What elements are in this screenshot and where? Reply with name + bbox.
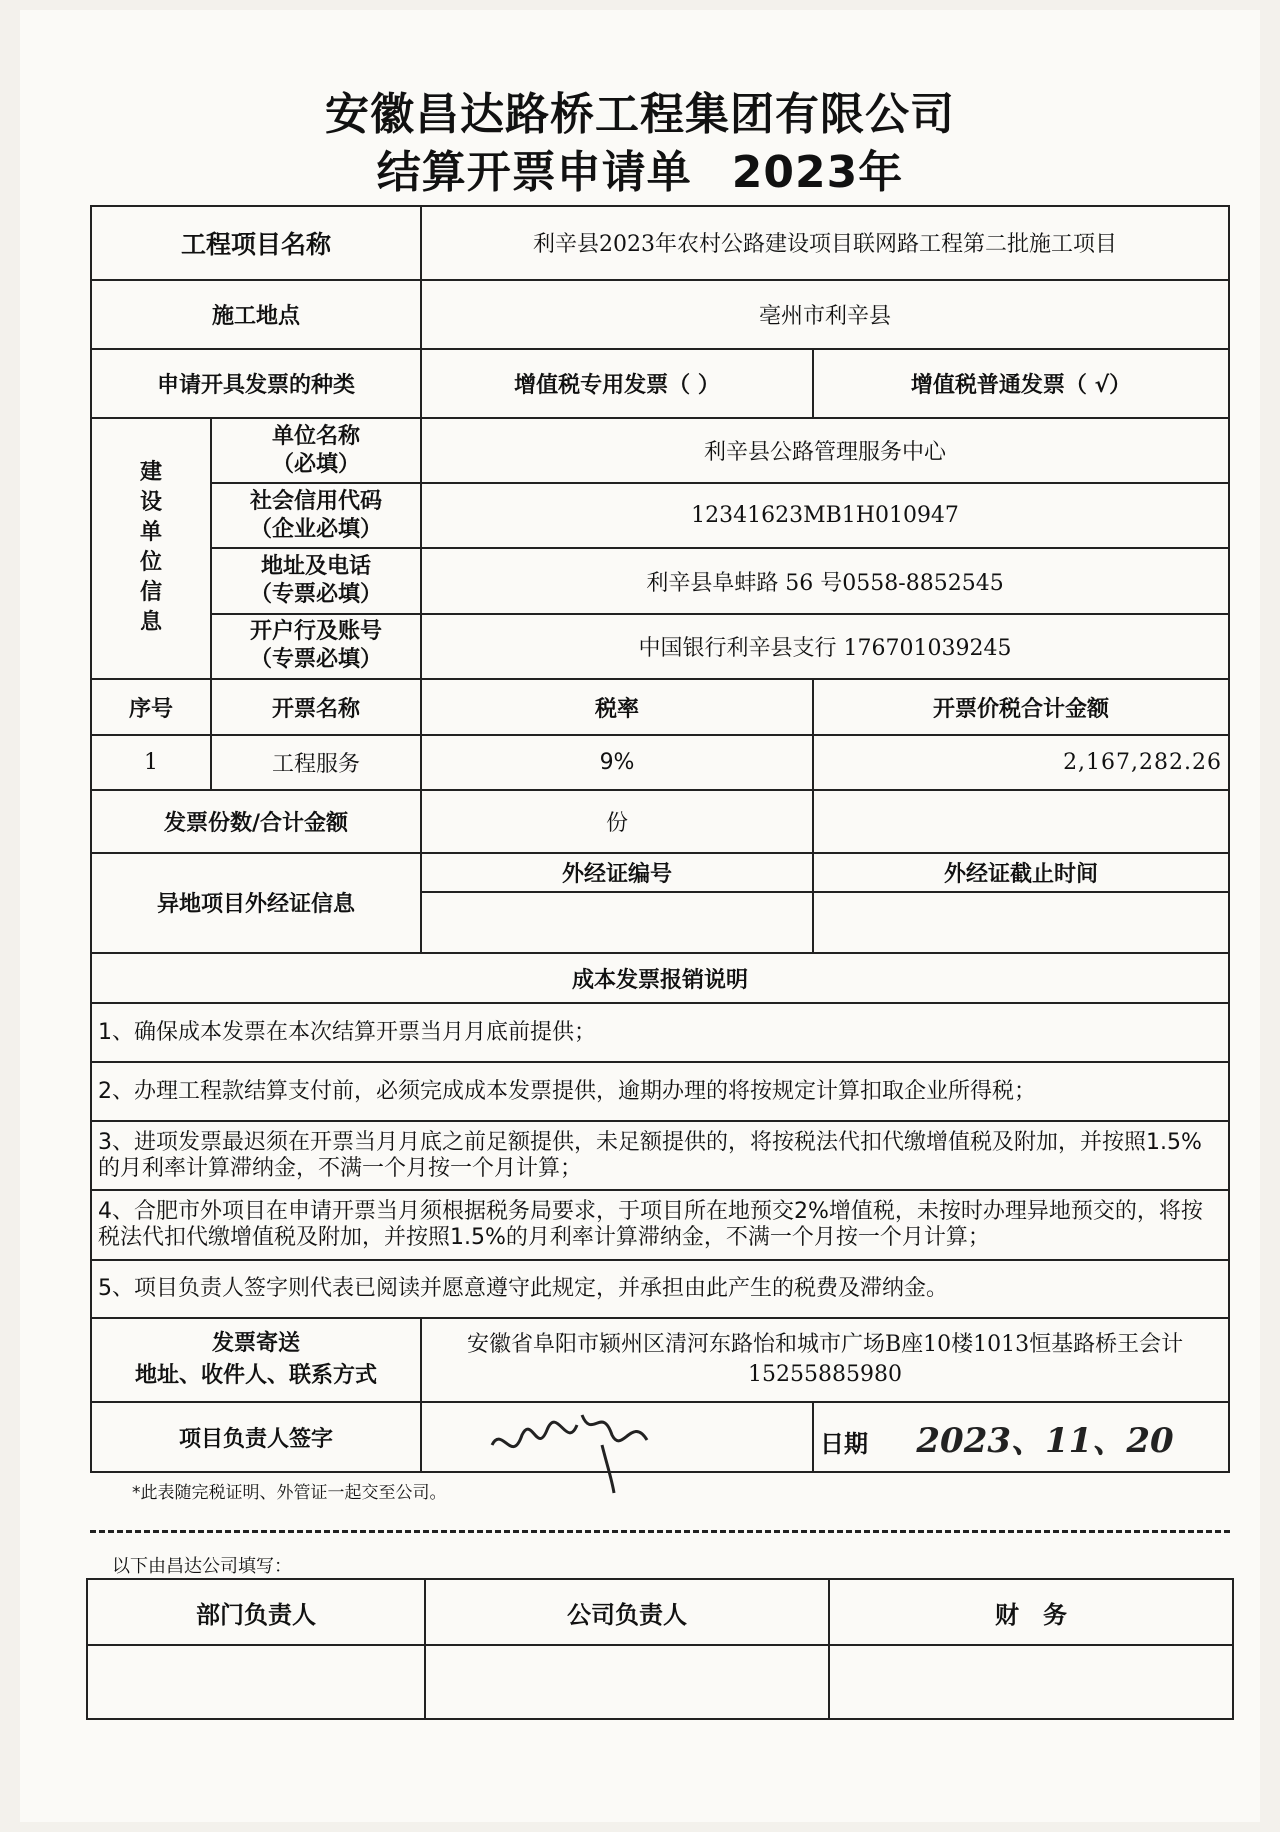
builder-name-note: （必填） <box>272 451 361 477</box>
builder-name-label: 单位名称 <box>272 423 361 449</box>
cut-line <box>90 1530 1230 1533</box>
builder-info-group-label <box>91 418 211 679</box>
dept-head-sign <box>87 1645 425 1719</box>
col-header-no: 序号 <box>91 679 211 736</box>
invoice-type-normal: 增值税普通发票（ √） <box>813 349 1229 418</box>
cost-note-item: 4、合肥市外项目在申请开票当月须根据税务局要求，于项目所在地预交2%增值税，未按时办理异地预交的，将按税法代扣代缴增值税及附加，并按照1.5%的月利率计算滞纳金，不满一个月按一个月计算； <box>91 1190 1229 1259</box>
credit-code-label: 社会信用代码 <box>250 488 383 514</box>
permit-deadline-value <box>813 892 1229 953</box>
address-label: 地址及电话 <box>261 554 372 579</box>
company-head-sign <box>425 1645 829 1719</box>
finance-sign <box>829 1645 1233 1719</box>
invoice-type-label: 申请开具发票的种类 <box>91 349 421 418</box>
builder-name-value: 利辛县公路管理服务中心 <box>421 418 1229 483</box>
date-label: 日期 <box>820 1429 869 1458</box>
form-title <box>0 136 1280 200</box>
address-note: （专票必填） <box>250 582 383 607</box>
address-value: 利辛县阜蚌路 56 号0558-8852545 <box>421 548 1229 613</box>
item-amount: 2,167,282.26 <box>813 735 1229 790</box>
bank-value: 中国银行利辛县支行 176701039245 <box>421 614 1229 679</box>
date-cell <box>813 1402 1229 1472</box>
company-title: 安徽昌达路桥工程集团有限公司 <box>325 89 955 140</box>
builder-row-label <box>211 483 421 548</box>
col-header-amount: 开票价税合计金额 <box>813 679 1229 736</box>
location-label: 施工地点 <box>91 280 421 349</box>
mailing-label-line1: 发票寄送 <box>212 1331 301 1357</box>
builder-row-label <box>211 548 421 613</box>
form-year: 2023年 <box>731 147 904 198</box>
handwritten-signature <box>482 1385 682 1495</box>
permit-label: 异地项目外经证信息 <box>91 853 421 953</box>
company-head-header: 公司负责人 <box>425 1579 829 1645</box>
item-rate: 9% <box>421 735 813 790</box>
cost-notes-title: 成本发票报销说明 <box>91 953 1229 1003</box>
bank-label: 开户行及账号 <box>250 619 383 645</box>
invoice-count-value: 份 <box>421 790 813 853</box>
mailing-value: 安徽省阜阳市颍州区清河东路怡和城市广场B座10楼1013恒基路桥王会计15255885980 <box>421 1318 1229 1402</box>
form-title-text: 结算开票申请单 <box>376 147 692 198</box>
signature-label: 项目负责人签字 <box>91 1402 421 1472</box>
permit-number-value <box>421 892 813 953</box>
footnote: *此表随完税证明、外管证一起交至公司。 <box>132 1483 447 1503</box>
bank-note: （专票必填） <box>250 647 383 673</box>
company-fill-table <box>86 1578 1234 1720</box>
invoice-count-label: 发票份数/合计金额 <box>91 790 421 853</box>
permit-number-header: 外经证编号 <box>421 853 813 892</box>
signature-area <box>421 1402 813 1472</box>
location-value: 亳州市利辛县 <box>421 280 1229 349</box>
mailing-label-line2: 地址、收件人、联系方式 <box>135 1363 378 1389</box>
finance-header: 财 务 <box>829 1579 1233 1645</box>
invoice-total-value <box>813 790 1229 853</box>
cost-note-item: 1、确保成本发票在本次结算开票当月月底前提供； <box>91 1003 1229 1062</box>
item-name: 工程服务 <box>211 735 421 790</box>
project-name-label: 工程项目名称 <box>91 206 421 280</box>
cost-note-item: 5、项目负责人签字则代表已阅读并愿意遵守此规定，并承担由此产生的税费及滞纳金。 <box>91 1260 1229 1319</box>
col-header-rate: 税率 <box>421 679 813 736</box>
credit-code-note: （企业必填） <box>250 516 383 542</box>
mailing-label <box>91 1318 421 1402</box>
credit-code-value: 12341623MB1H010947 <box>421 483 1229 548</box>
permit-deadline-header: 外经证截止时间 <box>813 853 1229 892</box>
dept-head-header: 部门负责人 <box>87 1579 425 1645</box>
company-fill-label: 以下由昌达公司填写： <box>112 1556 292 1577</box>
invoice-type-special: 增值税专用发票（ ） <box>421 349 813 418</box>
application-form-table <box>90 205 1230 1473</box>
builder-row-label <box>211 418 421 483</box>
col-header-name: 开票名称 <box>211 679 421 736</box>
builder-row-label <box>211 614 421 679</box>
cost-note-item: 2、办理工程款结算支付前，必须完成成本发票提供，逾期办理的将按规定计算扣取企业所得税； <box>91 1062 1229 1121</box>
item-no: 1 <box>91 735 211 790</box>
project-name-value: 利辛县2023年农村公路建设项目联网路工程第二批施工项目 <box>421 206 1229 280</box>
date-value: 2023、11、20 <box>916 1420 1174 1461</box>
cost-note-item: 3、进项发票最迟须在开票当月月底之前足额提供，未足额提供的，将按税法代扣代缴增值税及附加，并按照1.5%的月利率计算滞纳金，不满一个月按一个月计算； <box>91 1121 1229 1190</box>
builder-info-text: 建设单位信息 <box>139 460 162 636</box>
